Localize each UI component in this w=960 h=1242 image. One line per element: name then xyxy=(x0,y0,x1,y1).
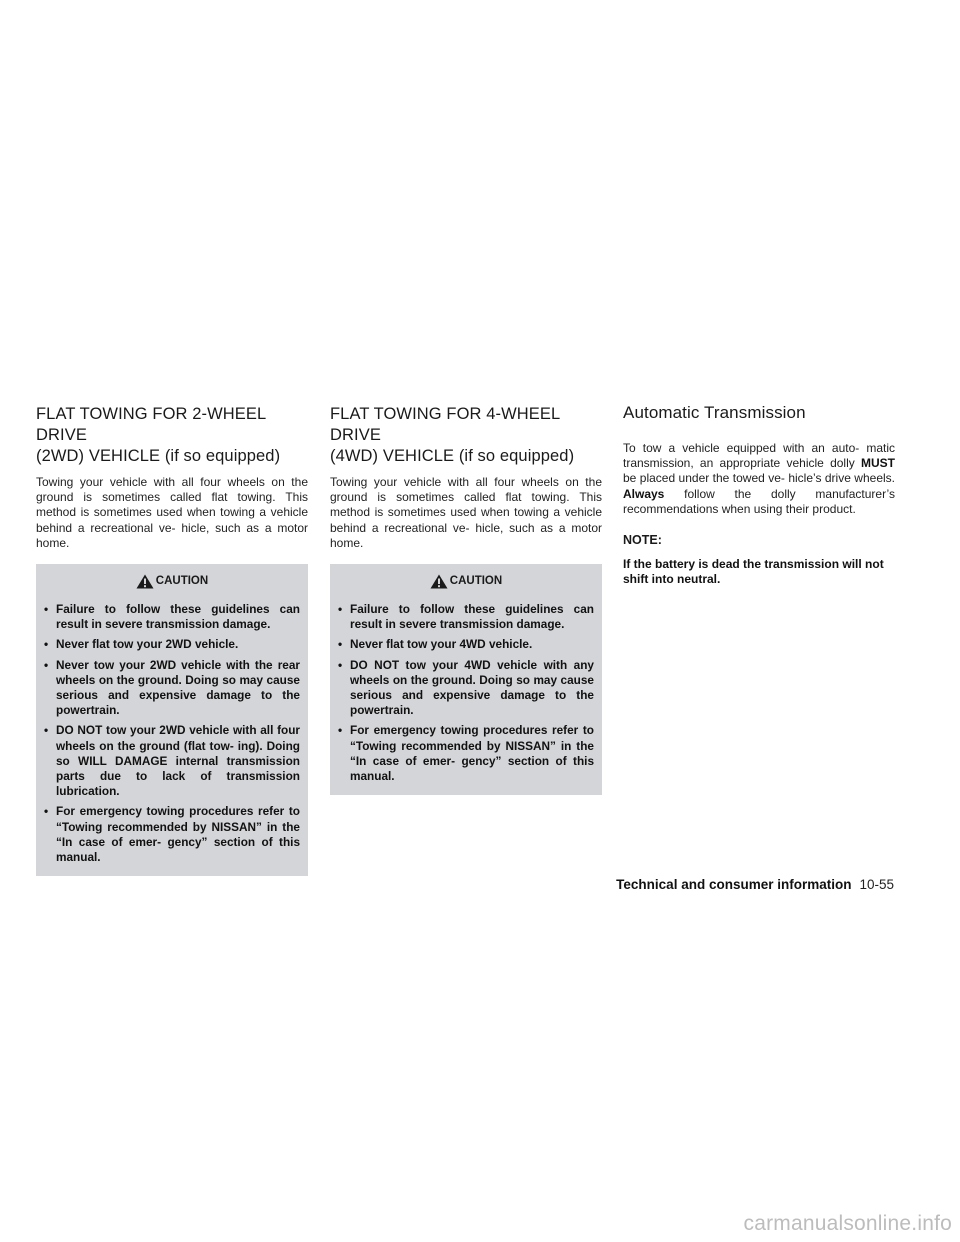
column-automatic-transmission xyxy=(623,404,895,587)
caution-item: • Never flat tow your 4WD vehicle. xyxy=(338,637,533,652)
caution-item: • Never flat tow your 2WD vehicle. xyxy=(44,637,239,652)
caution-item: • DO NOT tow your 4WD vehicle with any wheels on the ground. Doing so may cause serious and expensive damage to the powertrain. xyxy=(338,657,594,718)
warning-triangle-icon xyxy=(430,574,448,589)
caution-item: • Failure to follow these guidelines can result in severe transmission damage. xyxy=(44,602,300,632)
heading-line1: FLAT TOWING FOR 4-WHEEL DRIVE xyxy=(330,405,560,444)
caution-list-4wd xyxy=(338,602,594,784)
intro-paragraph-2wd: Towing your vehicle with all four wheels on the ground is sometimes called flat towing. This method is sometimes used when towing a vehicle behind a recreational ve- hicle, such as a motor home. xyxy=(36,475,308,550)
emphasis-must: MUST xyxy=(861,456,895,471)
bullet-icon: • xyxy=(44,637,49,652)
caution-box-4wd xyxy=(330,564,602,795)
caution-item: • Failure to follow these guidelines can result in severe transmission damage. xyxy=(338,602,594,632)
footer-section-title: Technical and consumer information xyxy=(616,877,852,892)
bullet-icon: • xyxy=(44,602,49,617)
emphasis-always: Always xyxy=(623,486,665,501)
caution-header xyxy=(44,572,300,590)
caution-box-2wd xyxy=(36,564,308,876)
warning-triangle-icon xyxy=(136,574,154,589)
bullet-icon: • xyxy=(338,723,343,738)
caution-item: • DO NOT tow your 2WD vehicle with all four wheels on the ground (flat tow- ing). Doing so WILL DAMAGE internal transmission parts due to lack of transmission lubrication. xyxy=(44,723,300,799)
section-heading-automatic: Automatic Transmission xyxy=(623,403,806,422)
intro-paragraph-4wd: Towing your vehicle with all four wheels on the ground is sometimes called flat towing. This method is sometimes used when towing a vehicle behind a recreational ve- hicle, such as a motor home. xyxy=(330,475,602,550)
column-4wd xyxy=(330,404,602,795)
caution-item: • Never tow your 2WD vehicle with the rear wheels on the ground. Doing so may cause serious and expensive damage to the powertrain. xyxy=(44,657,300,718)
bullet-icon: • xyxy=(338,637,343,652)
column-2wd xyxy=(36,404,308,876)
bullet-icon: • xyxy=(44,657,49,672)
caution-list-2wd xyxy=(44,602,300,865)
section-heading-2wd xyxy=(36,404,308,467)
caution-item: • For emergency towing procedures refer to “Towing recommended by NISSAN” in the “In case of emer- gency” section of this manual. xyxy=(338,723,594,784)
caution-title: CAUTION xyxy=(449,575,503,588)
bullet-icon: • xyxy=(338,657,343,672)
heading-line2: (2WD) VEHICLE (if so equipped) xyxy=(36,447,281,465)
caution-item: • For emergency towing procedures refer to “Towing recommended by NISSAN” in the “In case of emer- gency” section of this manual. xyxy=(44,804,300,865)
section-heading-4wd xyxy=(330,404,602,467)
automatic-paragraph: To tow a vehicle equipped with an auto- matic transmission, an appropriate vehicle dolly MUST be placed under the towed ve- hicle’s drive wheels. Always follow the dolly manufacturer’s recommendations when using their product. xyxy=(623,441,895,516)
heading-line1: FLAT TOWING FOR 2-WHEEL DRIVE xyxy=(36,405,266,444)
watermark: carmanualsonline.info xyxy=(743,1212,952,1235)
caution-title: CAUTION xyxy=(155,575,209,588)
bullet-icon: • xyxy=(44,804,49,819)
bullet-icon: • xyxy=(44,723,49,738)
bullet-icon: • xyxy=(338,602,343,617)
heading-line2: (4WD) VEHICLE (if so equipped) xyxy=(330,447,575,465)
page-footer xyxy=(616,877,894,892)
caution-header xyxy=(338,572,594,590)
note-label: NOTE: xyxy=(623,533,662,548)
page-number: 10-55 xyxy=(859,877,894,892)
note-text: If the battery is dead the transmission will not shift into neutral. xyxy=(623,557,884,587)
